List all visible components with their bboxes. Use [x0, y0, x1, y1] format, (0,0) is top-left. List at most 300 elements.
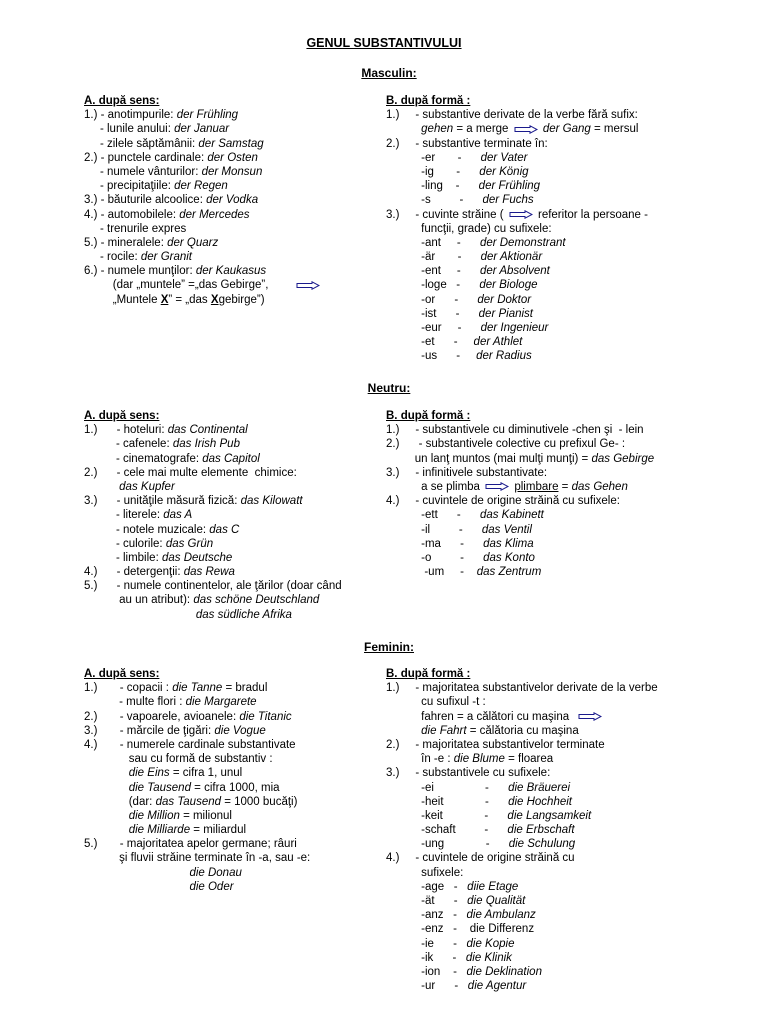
text-line: [84, 508, 342, 522]
masculin-by-form: [386, 94, 648, 364]
text-run: der Doktor: [477, 293, 532, 306]
text-line: [386, 781, 658, 795]
text-run: die Vogue: [214, 724, 266, 737]
text-line: [84, 222, 322, 236]
text-run: -er -: [386, 151, 481, 164]
text-run: diie Etage: [467, 880, 519, 893]
text-run: das A: [163, 509, 193, 522]
page-title: GENUL SUBSTANTIVULUI: [306, 36, 462, 50]
text-run: -är -: [386, 251, 481, 264]
text-run: - literele:: [84, 509, 164, 522]
text-run: der König: [479, 165, 529, 178]
text-run: -eur -: [386, 322, 481, 334]
text-line: [386, 965, 658, 979]
text-run: 2.) - vapoarele, avioanele:: [84, 710, 240, 723]
masculin-by-meaning: [84, 94, 322, 307]
text-run: - lunile anului:: [84, 123, 175, 136]
text-line: [84, 122, 322, 136]
text-line: [84, 179, 322, 193]
text-run: X: [160, 293, 169, 306]
text-run: -ig -: [386, 165, 480, 178]
text-run: „Muntele: [84, 293, 161, 306]
text-run: 1.) - anotimpurile:: [84, 109, 177, 122]
text-run: -ant -: [386, 236, 480, 249]
text-line: [84, 681, 310, 695]
text-run: das schöne Deutschland: [193, 594, 320, 607]
text-run: şi fluvii străine terminate în -a, sau -e:: [84, 852, 311, 865]
text-run: -ur -: [386, 980, 468, 993]
text-run: = 1000 bucăţi): [221, 795, 298, 808]
text-run: der Samstag: [198, 137, 264, 150]
text-line: [84, 667, 310, 681]
text-line: [386, 908, 658, 922]
text-line: [386, 922, 658, 936]
text-run: 2.) - substantive terminate în:: [386, 137, 548, 150]
text-run: - trenurile expres: [84, 222, 187, 235]
text-line: [386, 667, 658, 681]
text-line: [84, 851, 310, 865]
text-run: -ung -: [386, 838, 509, 851]
text-line: [386, 137, 648, 151]
text-line: [386, 880, 658, 894]
text-run: 1.) - majoritatea substantivelor derivate de la verbe: [386, 682, 658, 695]
text-run: 3.) - unităţile măsură fizică:: [84, 495, 241, 508]
arrow-right-icon: [514, 125, 538, 134]
arrow-right-icon: [509, 210, 533, 219]
text-line: [386, 466, 654, 480]
text-run: das Rewa: [183, 566, 235, 579]
text-line: [84, 494, 342, 508]
text-run: der Januar: [174, 123, 230, 136]
text-run: das Klima: [483, 537, 534, 550]
text-run: 1.) - hoteluri:: [84, 424, 168, 437]
text-line: [84, 437, 342, 451]
text-line: [84, 165, 322, 179]
text-run: - culorile:: [84, 537, 166, 550]
text-run: -um -: [386, 566, 477, 579]
text-run: die Kopie: [466, 937, 515, 950]
text-run: 3.) - cuvinte străine (: [386, 208, 507, 221]
text-run: das Irish Pub: [172, 438, 240, 451]
text-run: = miliardul: [190, 824, 247, 837]
text-run: 1.) - copacii :: [84, 682, 173, 695]
text-line: [386, 537, 654, 551]
text-run: = bradul: [222, 682, 268, 695]
text-line: [84, 766, 310, 780]
text-run: -anz -: [386, 909, 467, 922]
text-run: X: [210, 293, 219, 306]
text-line: [386, 851, 658, 865]
text-run: -ett -: [386, 509, 480, 522]
text-run: -ma -: [386, 537, 484, 550]
heading-masculin: Masculin:: [361, 66, 417, 80]
arrow-right-icon: [485, 482, 509, 491]
text-run: - limbile:: [84, 551, 162, 564]
section-subheading: B. după formă :: [386, 410, 471, 422]
text-run: - multe flori :: [84, 696, 186, 709]
text-line: [386, 823, 658, 837]
text-run: -ik -: [386, 951, 466, 964]
text-line: [386, 193, 648, 207]
text-line: [386, 766, 658, 780]
text-run: -heit -: [386, 795, 509, 808]
text-run: der Pianist: [478, 307, 533, 320]
text-run: der Mercedes: [179, 208, 250, 221]
text-run: - numele vânturilor:: [84, 165, 202, 178]
text-line: [84, 466, 342, 480]
text-run: der Vater: [480, 151, 528, 164]
text-line: [84, 579, 342, 593]
text-run: der Demonstrant: [479, 236, 566, 249]
text-run: 2.) - substantivele colective cu prefixul Ge- :: [386, 438, 626, 451]
text-line: [386, 307, 648, 321]
text-run: - zilele săptămânii:: [84, 137, 199, 150]
text-run: -o -: [386, 551, 484, 564]
text-line: [386, 508, 654, 522]
text-line: [84, 837, 310, 851]
text-run: die Tanne: [172, 682, 223, 695]
text-line: [84, 94, 322, 108]
text-run: 5.) - mineralele:: [84, 236, 168, 249]
text-line: [386, 937, 658, 951]
text-line: [386, 837, 658, 851]
text-line: [84, 137, 322, 151]
text-run: die Oder: [189, 880, 234, 893]
arrow-right-icon: [578, 712, 602, 721]
text-line: [386, 409, 654, 423]
text-run: das Konto: [483, 551, 535, 564]
text-line: [386, 236, 648, 250]
text-run: = milionul: [179, 809, 232, 822]
text-run: = floarea: [504, 753, 554, 766]
text-run: das südliche Afrika: [195, 608, 292, 621]
text-run: - rocile:: [84, 251, 141, 264]
text-run: 5.) - majoritatea apelor germane; râuri: [84, 838, 297, 851]
text-run: das Tausend: [155, 795, 222, 808]
text-line: [386, 349, 648, 363]
text-run: -ie -: [386, 937, 467, 950]
text-run: -ei -: [386, 781, 509, 794]
text-line: [386, 866, 658, 880]
text-run: 2.) - punctele cardinale:: [84, 151, 208, 164]
text-line: [386, 423, 654, 437]
text-run: der Osten: [207, 151, 258, 164]
neutru-by-form: [386, 409, 654, 579]
text-line: [386, 951, 658, 965]
text-run: 5.) - numele continentelor, ale ţărilor (doar când: [84, 580, 342, 593]
text-run: der Quarz: [167, 236, 219, 249]
text-run: în -e :: [386, 753, 454, 766]
text-run: 4.) - cuvintele de origine străină cu: [386, 852, 575, 865]
text-run: -s -: [386, 194, 483, 207]
text-run: -ling -: [386, 180, 479, 193]
text-run: der Granit: [140, 251, 193, 264]
text-run: -et -: [386, 336, 474, 349]
text-run: 3.) - mărcile de ţigări:: [84, 724, 215, 737]
text-line: [84, 738, 310, 752]
text-run: das Kabinett: [479, 509, 544, 522]
text-run: 4.) - detergenţii:: [84, 566, 184, 579]
text-run: - notele muzicale:: [84, 523, 210, 536]
feminin-by-meaning: [84, 667, 310, 894]
text-run: die Deklination: [466, 965, 542, 978]
text-run: [84, 824, 129, 836]
text-run: die Bräuerei: [508, 781, 571, 794]
text-run: -enz - die Differenz: [386, 923, 535, 936]
text-run: [84, 810, 129, 822]
text-run: gebirge”): [218, 293, 265, 306]
text-line: [386, 494, 654, 508]
text-run: 2.) - majoritatea substantivelor terminate: [386, 738, 605, 751]
section-subheading: A. după sens:: [84, 668, 160, 680]
text-run: die Margarete: [185, 696, 257, 709]
section-subheading: A. după sens:: [84, 410, 160, 422]
text-line: [386, 695, 658, 709]
text-run: -il -: [386, 523, 482, 536]
text-run: (dar:: [84, 795, 156, 808]
text-run: 4.) - cuvintele de origine străină cu sufixele:: [386, 495, 620, 508]
text-run: das Kilowatt: [240, 495, 303, 508]
text-line: [386, 278, 648, 292]
text-run: die Milliarde: [128, 824, 191, 837]
text-run: der Athlet: [473, 336, 523, 349]
section-subheading: B. după formă :: [386, 95, 471, 107]
section-subheading: A. după sens:: [84, 95, 160, 107]
text-line: [84, 236, 322, 250]
text-run: [84, 782, 129, 794]
text-run: -us -: [386, 350, 477, 363]
text-run: -age -: [386, 880, 468, 893]
text-run: der Frühling: [176, 109, 239, 122]
text-run: die Fahrt: [421, 724, 467, 737]
text-line: [84, 551, 342, 565]
text-line: [84, 264, 322, 278]
text-run: 6.) - numele munţilor:: [84, 265, 196, 278]
text-line: [84, 480, 342, 494]
text-run: die Langsamkeit: [507, 809, 592, 822]
arrow-right-icon: [296, 281, 320, 290]
text-line: [386, 681, 658, 695]
text-line: [386, 480, 654, 494]
text-run: cu sufixul -t :: [386, 696, 486, 709]
text-run: a se plimba: [386, 480, 484, 493]
text-run: -keit -: [386, 809, 508, 822]
text-line: [84, 781, 310, 795]
text-line: [386, 151, 648, 165]
text-line: [386, 335, 648, 349]
text-run: referitor la persoane -: [534, 208, 648, 221]
text-run: 4.) - numerele cardinale substantivate: [84, 738, 296, 751]
text-run: die Klinik: [465, 951, 512, 964]
text-run: das Zentrum: [476, 566, 542, 579]
text-line: [84, 452, 342, 466]
text-line: [386, 724, 658, 738]
text-run: -ät -: [386, 895, 468, 907]
text-run: der Aktionär: [480, 251, 543, 264]
text-run: das Gebirge: [591, 452, 655, 465]
text-run: [84, 867, 189, 879]
text-run: die Eins: [128, 767, 170, 780]
text-run: der Biologe: [479, 279, 538, 292]
text-line: [84, 278, 322, 292]
text-line: [386, 979, 658, 993]
text-run: der Radius: [476, 350, 532, 363]
text-run: - precipitaţiile:: [84, 180, 175, 193]
section-subheading: B. după formă :: [386, 668, 471, 680]
text-run: 3.) - substantivele cu sufixele:: [386, 767, 551, 780]
text-run: das Continental: [167, 424, 248, 437]
text-run: sau cu formă de substantiv :: [84, 753, 273, 766]
text-line: [386, 795, 658, 809]
text-run: -ent -: [386, 265, 480, 278]
text-run: =: [558, 480, 572, 493]
text-line: [386, 264, 648, 278]
text-line: [386, 565, 654, 579]
text-line: [386, 551, 654, 565]
text-run: - cafenele:: [84, 438, 173, 451]
text-run: -ist -: [386, 307, 479, 320]
text-line: [386, 809, 658, 823]
neutru-by-meaning: [84, 409, 342, 622]
text-line: [84, 565, 342, 579]
text-run: die Schulung: [508, 838, 576, 851]
text-line: [386, 437, 654, 451]
text-run: 1.) - substantivele cu diminutivele -chen şi - lein: [386, 424, 644, 437]
text-line: [386, 208, 648, 222]
text-line: [84, 208, 322, 222]
text-line: [84, 795, 310, 809]
text-run: 3.) - băuturile alcoolice:: [84, 194, 207, 207]
text-run: [84, 609, 196, 621]
text-line: [84, 823, 310, 837]
text-run: = mersul: [590, 123, 639, 136]
text-line: [386, 94, 648, 108]
text-line: [84, 293, 322, 307]
text-line: [84, 193, 322, 207]
text-line: [386, 738, 658, 752]
text-run: un lanţ muntos (mai mulţi munţi) =: [386, 452, 592, 465]
text-run: der Ingenieur: [480, 322, 549, 334]
text-line: [386, 250, 648, 264]
text-line: [386, 293, 648, 307]
text-line: [84, 108, 322, 122]
text-line: [386, 710, 658, 724]
text-run: ” = „das: [168, 293, 211, 306]
text-line: [386, 165, 648, 179]
text-run: der Monsun: [201, 165, 263, 178]
text-run: der Vodka: [206, 194, 259, 207]
text-run: der Regen: [174, 180, 228, 193]
text-run: = cifra 1000, mia: [190, 781, 280, 794]
text-line: [84, 880, 310, 894]
text-line: [386, 222, 648, 236]
text-line: [84, 523, 342, 537]
text-run: -schaft -: [386, 824, 508, 837]
text-run: das Capitol: [202, 452, 260, 465]
text-run: die Blume: [453, 753, 505, 766]
text-run: die Titanic: [239, 710, 292, 723]
text-run: sufixele:: [386, 866, 464, 879]
text-line: [84, 695, 310, 709]
text-run: [84, 881, 189, 893]
text-run: [84, 481, 119, 493]
text-run: = a merge: [453, 123, 512, 136]
text-run: -loge -: [386, 279, 480, 292]
text-run: fahren = a călători cu maşina: [386, 710, 576, 723]
text-run: 3.) - infinitivele substantivate:: [386, 466, 548, 479]
text-line: [84, 409, 342, 423]
text-line: [386, 108, 648, 122]
text-run: der Kaukasus: [195, 265, 267, 278]
text-run: die Tausend: [128, 781, 191, 794]
text-run: -or -: [386, 293, 478, 306]
text-run: der Gang: [542, 123, 591, 136]
text-line: [84, 151, 322, 165]
text-line: [84, 593, 342, 607]
text-run: 1.) - substantive derivate de la verbe fără sufix:: [386, 109, 638, 122]
feminin-by-form: [386, 667, 658, 993]
text-run: die Hochheit: [508, 795, 572, 808]
text-line: [84, 809, 310, 823]
text-run: der Absolvent: [479, 265, 550, 278]
text-run: = călătoria cu maşina: [466, 724, 579, 737]
text-run: das C: [209, 523, 240, 536]
text-run: das Grün: [165, 537, 214, 550]
text-line: [386, 321, 648, 335]
text-line: [386, 894, 658, 908]
text-run: die Agentur: [467, 980, 527, 993]
text-line: [386, 523, 654, 537]
heading-neutru: Neutru:: [367, 381, 411, 395]
text-run: plimbare: [514, 480, 559, 493]
text-run: die Donau: [189, 866, 242, 879]
text-line: [386, 752, 658, 766]
text-run: 2.) - cele mai multe elemente chimice:: [84, 466, 297, 479]
text-run: das Kupfer: [119, 480, 175, 493]
text-run: die Ambulanz: [466, 909, 536, 922]
text-run: = cifra 1, unul: [169, 767, 243, 780]
text-run: - cinematografe:: [84, 452, 203, 465]
text-line: [84, 250, 322, 264]
text-run: funcţii, grade) cu sufixele:: [386, 222, 552, 235]
text-run: [84, 767, 129, 779]
text-line: [84, 537, 342, 551]
text-run: 4.) - automobilele:: [84, 208, 180, 221]
text-run: [386, 725, 421, 737]
text-line: [386, 179, 648, 193]
text-line: [386, 122, 648, 136]
text-run: au un atribut):: [84, 594, 194, 607]
text-run: das Gehen: [571, 480, 628, 493]
text-run: das Ventil: [481, 523, 532, 536]
text-run: die Million: [128, 809, 180, 822]
text-run: [386, 123, 421, 135]
text-line: [84, 423, 342, 437]
text-run: -ion -: [386, 965, 467, 978]
text-run: gehen: [421, 123, 454, 136]
text-run: der Frühling: [478, 180, 541, 193]
text-line: [84, 866, 310, 880]
text-line: [386, 452, 654, 466]
text-line: [84, 724, 310, 738]
text-line: [84, 710, 310, 724]
text-run: die Erbschaft: [507, 824, 575, 837]
text-run: die Qualität: [467, 895, 526, 907]
text-line: [84, 608, 342, 622]
text-run: das Deutsche: [161, 551, 233, 564]
heading-feminin: Feminin:: [364, 640, 414, 654]
text-run: der Fuchs: [482, 194, 534, 207]
